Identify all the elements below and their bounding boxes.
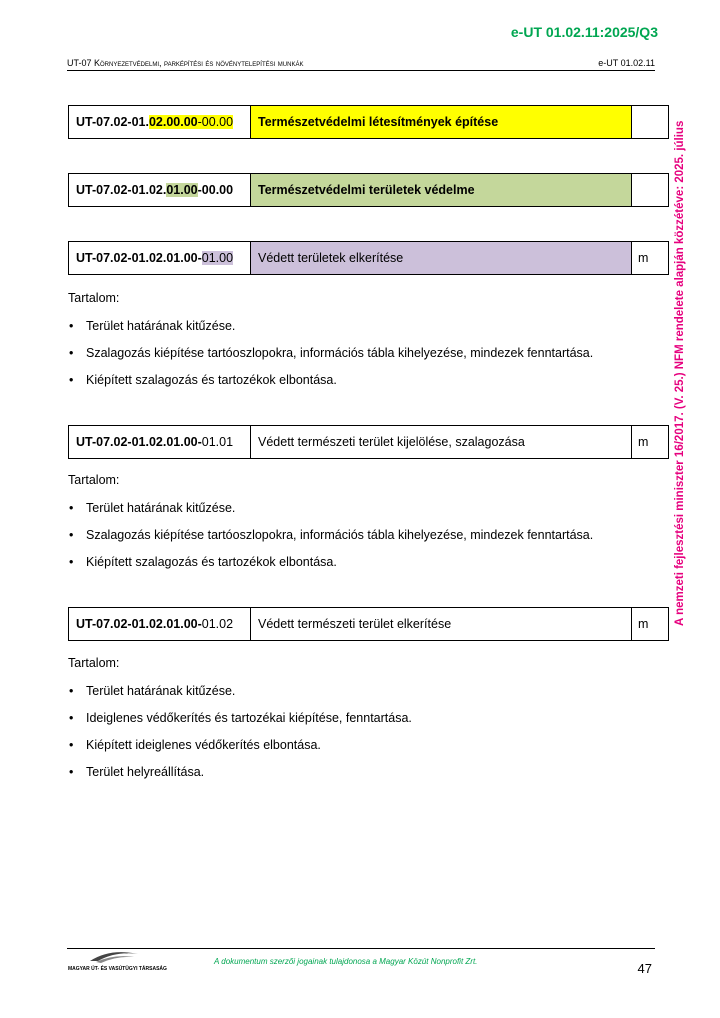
header-divider: [67, 70, 655, 71]
list-item: • Terület határának kitűzése.: [68, 319, 593, 346]
item-unit: [632, 106, 668, 138]
item-unit: m: [638, 251, 649, 265]
item-table-1: [68, 105, 669, 139]
content-label: Tartalom:: [68, 656, 120, 670]
list-item: • Terület határának kitűzése.: [68, 501, 593, 528]
content-block-3: [68, 656, 412, 792]
item-code: [69, 106, 251, 138]
content-block-2: [68, 473, 593, 582]
item-title: Természetvédelmi területek védelme: [251, 174, 632, 206]
code-suffix: 01.02: [201, 617, 234, 631]
list-item: • Kiépített szalagozás és tartozékok elbontása.: [68, 555, 593, 582]
section-title: UT-07 Környezetvédelmi, parképítési és növénytelepítési munkák: [67, 58, 304, 68]
content-list: [68, 684, 412, 792]
code-suffix: -00.00: [197, 115, 234, 129]
header-right-code: e-UT 01.02.11: [598, 58, 655, 68]
content-list: [68, 501, 593, 582]
content-block-1: [68, 291, 593, 400]
item-code: [69, 608, 251, 640]
code-highlight: 01.00: [201, 251, 234, 265]
footer-divider: [67, 948, 655, 949]
code-prefix: UT-07.02-01.02.01.00-: [76, 617, 202, 631]
organization-logo: [68, 950, 168, 972]
running-header: [67, 58, 655, 68]
item-unit: m: [638, 435, 649, 449]
item-code: [69, 174, 251, 206]
code-highlight: 02.00.00: [148, 115, 198, 129]
code-suffix: 01.01: [201, 435, 234, 449]
item-table-3: [68, 241, 669, 275]
content-label: Tartalom:: [68, 473, 120, 487]
item-title: Természetvédelmi létesítmények építése: [251, 106, 632, 138]
code-highlight: 01.00: [166, 183, 198, 197]
list-item: • Ideiglenes védőkerítés és tartozékai kiépítése, fenntartása.: [68, 711, 412, 738]
code-prefix: UT-07.02-01.02.: [76, 183, 167, 197]
code-prefix: UT-07.02-01.02.01.00-: [76, 251, 202, 265]
list-item: • Terület határának kitűzése.: [68, 684, 412, 711]
code-prefix: UT-07.02-01.02.01.00-: [76, 435, 202, 449]
item-code: [69, 426, 251, 458]
item-title: Védett területek elkerítése: [251, 242, 632, 274]
code-prefix: UT-07.02-01.: [76, 115, 149, 129]
list-item: • Szalagozás kiépítése tartóoszlopokra, információs tábla kihelyezése, mindezek fenntartása.: [68, 346, 593, 373]
item-table-4: [68, 425, 669, 459]
list-item: • Terület helyreállítása.: [68, 765, 412, 792]
list-item: • Kiépített szalagozás és tartozékok elbontása.: [68, 373, 593, 400]
item-title: Védett természeti terület elkerítése: [251, 608, 632, 640]
page-number: 47: [637, 961, 652, 976]
content-list: [68, 319, 593, 400]
item-unit: [632, 174, 668, 206]
item-table-5: [68, 607, 669, 641]
publication-side-note: A nemzeti fejlesztési miniszter 16/2017. (V. 25.) NFM rendelete alapján közzétéve: 2025. július: [674, 120, 686, 626]
item-table-2: [68, 173, 669, 207]
item-code: [69, 242, 251, 274]
item-unit: m: [638, 617, 649, 631]
list-item: • Kiépített ideiglenes védőkerítés elbontása.: [68, 738, 412, 765]
list-item: • Szalagozás kiépítése tartóoszlopokra, információs tábla kihelyezése, mindezek fenntartása.: [68, 528, 593, 555]
code-suffix: -00.00: [197, 183, 234, 197]
copyright-note: A dokumentum szerzői jogainak tulajdonosa a Magyar Közút Nonprofit Zrt.: [214, 957, 478, 966]
document-code: e-UT 01.02.11:2025/Q3: [510, 24, 658, 40]
item-title: Védett természeti terület kijelölése, szalagozása: [251, 426, 632, 458]
logo-text: MAGYAR ÚT- ÉS VASÚTÜGYI TÁRSASÁG: [68, 966, 167, 972]
content-label: Tartalom:: [68, 291, 120, 305]
